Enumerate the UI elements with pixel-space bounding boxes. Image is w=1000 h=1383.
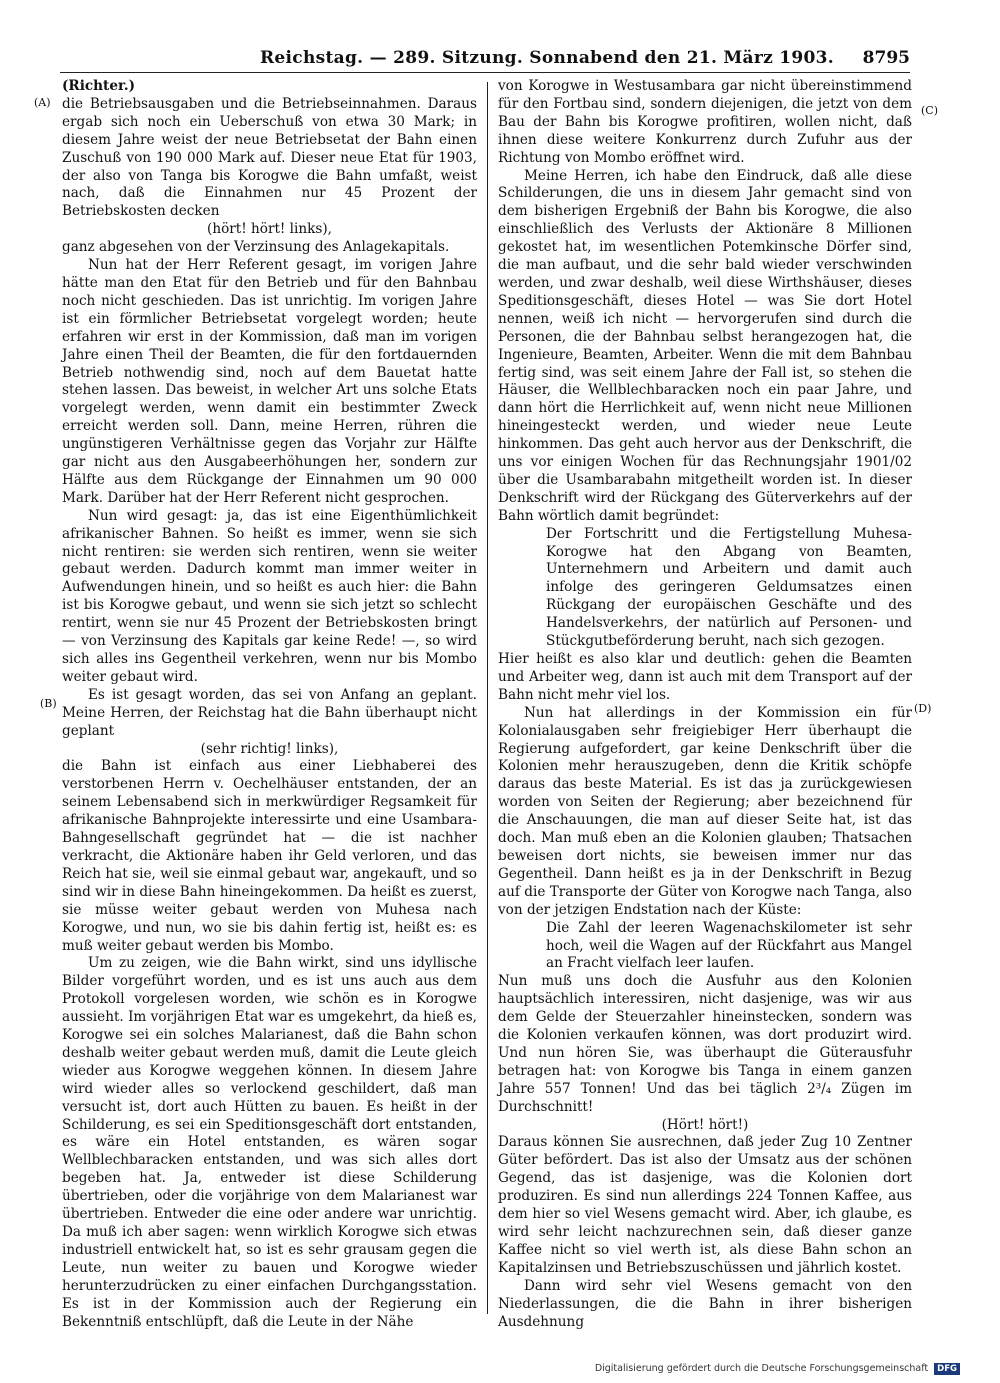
paragraph: Nun wird gesagt: ja, das ist eine Eigenthümlichkeit afrikanischer Bahnen. So heißt es immer, wenn sie sich nicht rentiren: sie werden sich rentiren, wenn sie weiter gebaut werden. Dadurch kommt man immer weiter in Aufwendungen hinein, und so heißt es auch hier: die Bahn ist bis Korogwe gebaut, und wenn sie sich jetzt so schlecht rentirt, wenn sie nur 45 Prozent der Betriebskosten bringt — von Verzinsung des Kapitals gar keine Rede! —, so wird sich alles ins Gegentheil verkehren, wenn nur bis Mombo weiter gebaut wird. <box>62 507 477 685</box>
page-header <box>60 48 910 70</box>
interjection: (sehr richtig! links), <box>200 740 339 757</box>
interjection: (Hört! hört!) <box>661 1116 749 1133</box>
margin-mark-a: (A) <box>34 96 51 109</box>
interjection: (hört! hört! links), <box>207 221 332 238</box>
paragraph: Dann wird sehr viel Wesens gemacht von den Niederlassungen, die die Bahn in ihrer bisherigen Ausdehnung <box>498 1277 912 1330</box>
paragraph: Daraus können Sie ausrechnen, daß jeder Zug 10 Zentner Güter befördert. Das ist also der Umsatz aus der schönen Gegend, das ist dasjenige, was die Kolonien dort produziren. Es sind nun allerdings 224 Tonnen Kaffee, aus dem hier so viel Wesens gemacht wird. Aber, ich glaube, es wird sehr leicht nachzurechnen sein, daß dieser ganze Kaffee nicht so viel werth ist, als diese Bahn schon an Kapitalzinsen und Betriebszuschüssen und jährlich kostet. <box>498 1134 912 1276</box>
margin-mark-d: (D) <box>914 702 932 715</box>
paragraph: Meine Herren, ich habe den Eindruck, daß alle diese Schilderungen, die uns in diesem Jahr gemacht sind von dem bisherigen Ergebniß der Bahn bis Korogwe, die also einschließlich des Verlusts der Aktionäre 8 Millionen gekostet hat, im wesentlichen Potemkinsche Dörfer sind, die man aufbaut, und die sehr bald wieder verschwinden werden, und zwar deshalb, weil diese Wirthshäuser, dieses Speditionsgeschäft, dieses Hotel — was Sie dort Hotel nennen, weiß ich nicht — hervorgerufen sind durch die Personen, die der Bahnbau selbst herangezogen hat, die Ingenieure, Beamten, Arbeiter. Wenn die mit dem Bahnbau fertig sind, was seit einem Jahre der Fall ist, so stehen die Häuser, die Wellblechbaracken noch ein paar Jahre, und dann hört die Herrlichkeit auf, wenn nicht neue Millionen hineingesteckt werden, und wieder neue Leute hinkommen. Das geht auch hervor aus der Denkschrift, die uns vor einigen Wochen für das Rechnungsjahr 1901/02 über die Usambarabahn mitgetheilt worden ist. In dieser Denkschrift wird der Rückgang des Güterverkehrs auf der Bahn wörtlich damit begründet: <box>498 167 912 524</box>
paragraph: Es ist gesagt worden, das sei von Anfang an geplant. Meine Herren, der Reichstag hat die Bahn überhaupt nicht geplant <box>62 686 477 739</box>
left-column <box>62 78 477 1331</box>
paragraph: Nun hat der Herr Referent gesagt, im vorigen Jahre hätte man den Etat für den Betrieb und für den Bahnbau noch nicht geschieden. Das ist unrichtig. Im vorigen Jahre ist ein förmlicher Betriebsetat vorgelegt worden; heute erfahren wir erst in der Kommission, daß man im vorigen Jahre einen Theil der Beamten, die für den fortdauernden Betrieb nothwendig sind, noch auf dem Bauetat hatte stehen lassen. Das beweist, in welcher Art uns solche Etats vorgelegt werden, wenn damit ein bestimmter Zweck erreicht werden soll. Dann, meine Herren, rühren die ungünstigeren Verhältnisse gegen das Vorjahr zur Hälfte gar nicht aus den Ausgabeerhöhungen her, sondern zur Hälfte aus dem Rückgange der Einnahmen um 90 000 Mark. Darüber hat der Herr Referent nicht gesprochen. <box>62 257 477 506</box>
paragraph: Um zu zeigen, wie die Bahn wirkt, sind uns idyllische Bilder vorgeführt worden, und es ist uns auch aus dem Protokoll vorgelesen worden, wie schön es in Korogwe aussieht. Im vorjährigen Etat war es umgekehrt, da hieß es, Korogwe sei ein solches Malarianest, daß die Bahn schon deshalb weiter gebaut werden muß, damit die Leute gleich wieder aus Korogwe weggehen können. In diesem Jahre wird wieder alles so verlockend geschildert, daß man versucht ist, dort auch Hütten zu bauen. Es heißt in der Schilderung, es sei ein Speditionsgeschäft dort entstanden, es wäre ein Hotel entstanden, es wären sogar Wellblechbaracken entstanden, und was sich alles dort begeben hat. Ja, entweder ist diese Schilderung übertrieben, oder die vorjährige von dem Malarianest war übertrieben. Entweder die eine oder andere war unrichtig. Da muß ich aber sagen: wenn wirklich Korogwe sich etwas industriell entwickelt hat, so ist es sehr grausam gegen die Leute, nun weiter zu bauen und Korogwe wieder herunterzudrücken zu einer einfachen Durchgangsstation. Es ist in der Kommission auch der Regierung ein Bekenntniß entschlüpft, daß die Leute in der Nähe <box>62 955 477 1330</box>
paragraph: Nun hat allerdings in der Kommission ein für Kolonialausgaben sehr freigiebiger Herr überhaupt die Regierung aufgefordert, gar keine Denkschrift über die Kolonien mehr herauszugeben, denn die Kritik schöpfe daraus das beste Material. Es ist das ja zurückgewiesen worden von Seiten der Regierung; aber bezeichnend für die Anschauungen, die man auf dieser Seite hat, ist das doch. Man muß eben an die Kolonien glauben; Thatsachen beweisen dort nichts, sie beweisen immer nur das Gegentheil. Dann heißt es ja in der Denkschrift in Bezug auf die Transporte der Güter von Korogwe nach Tanga, also von der jetzigen Endstation nach der Küste: <box>498 704 912 918</box>
paragraph: Hier heißt es also klar und deutlich: gehen die Beamten und Arbeiter weg, dann ist auch mit dem Transport auf der Bahn nicht mehr viel los. <box>498 651 912 703</box>
footer-credit <box>595 1363 960 1375</box>
speaker-label: (Richter.) <box>62 78 136 94</box>
block-quote: Der Fortschritt und die Fertigstellung Muhesa-Korogwe hat den Abgang von Beamten, Unternehmern und Arbeitern und damit auch infolge des geringeren Geldumsatzes einen Rückgang der europäischen Geschäfte und des Handelsverkehrs, der natürlich auf Personen- und Stückgutbeförderung beruht, nach sich gezogen. <box>546 525 912 650</box>
column-divider <box>487 82 488 1314</box>
paragraph: Nun muß uns doch die Ausfuhr aus den Kolonien hauptsächlich interessiren, nicht dasjenige, was wir aus dem Gelde der Steuerzahler hineinstecken, sondern was die Kolonien verkaufen können, was dort produzirt wird. Und nun hören Sie, was überhaupt die Güterausfuhr betragen hat: von Korogwe bis Tanga in einem ganzen Jahre 557 Tonnen! Und das bei täglich 2³/₄ Zügen im Durchschnitt! <box>498 973 912 1115</box>
right-column <box>498 78 912 1331</box>
page-number: 8795 <box>862 48 910 68</box>
page-title: Reichstag. — 289. Sitzung. Sonnabend den 21. März 1903. <box>260 48 834 68</box>
margin-mark-b: (B) <box>40 697 57 710</box>
footer-text: Digitalisierung gefördert durch die Deutsche Forschungsgemeinschaft <box>594 1363 929 1374</box>
dfg-logo: DFG <box>934 1363 960 1375</box>
paragraph: von Korogwe in Westusambara gar nicht übereinstimmend für den Fortbau sind, sondern diejenigen, die jetzt von dem Bau der Bahn bis Korogwe profitiren, wollen nicht, daß ihnen diese weitere Konkurrenz durch Zufuhr aus der Richtung von Mombo eröffnet wird. <box>498 78 912 166</box>
header-rule <box>60 72 910 73</box>
paragraph: ganz abgesehen von der Verzinsung des Anlagekapitals. <box>62 239 450 256</box>
paragraph: die Betriebsausgaben und die Betriebseinnahmen. Daraus ergab sich noch ein Ueberschuß von etwa 30 Mark; in diesem Jahre weist der neue Betriebsetat der Bahn einen Zuschuß von 190 000 Mark auf. Dieser neue Etat für 1903, der also von Tanga bis Korogwe die Bahn umfaßt, weist nach, daß die Einnahmen nur 45 Prozent der Betriebskosten decken <box>62 95 477 220</box>
paragraph: die Bahn ist einfach aus einer Liebhaberei des verstorbenen Herrn v. Oechelhäuser entstanden, der an seinem Lebensabend sich in merkwürdiger Regsamkeit für afrikanische Bahnprojekte interessirte und eine Usambara-Bahngesellschaft gegründet hat — die ist nachher verkracht, die Aktionäre haben ihr Geld verloren, und das Reich hat sie, weil sie einmal gebaut war, angekauft, und so sind wir in diese Bahn hineingekommen. Da heißt es zuerst, sie müsse weiter gebaut werden von Muhesa nach Korogwe, und nun, wo sie bis dahin fertig ist, heißt es: es muß weiter gebaut werden bis Mombo. <box>62 758 477 954</box>
block-quote: Die Zahl der leeren Wagenachskilometer ist sehr hoch, weil die Wagen auf der Rückfahrt aus Mangel an Fracht vielfach leer laufen. <box>546 919 912 972</box>
margin-mark-c: (C) <box>921 104 938 117</box>
